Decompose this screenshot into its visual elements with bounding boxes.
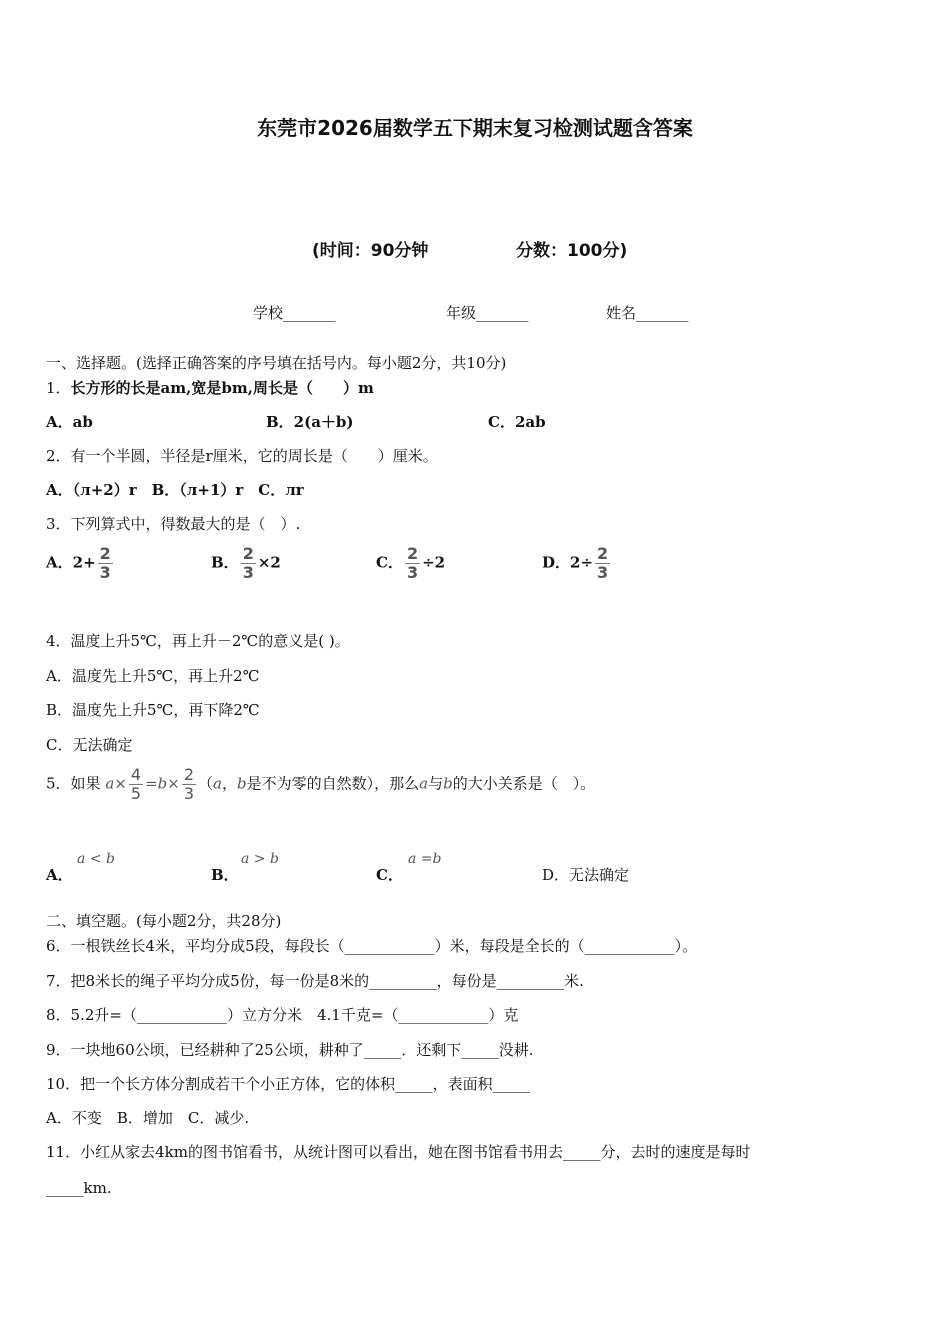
q5-lead: 如果	[70, 774, 101, 793]
exam-score: 分数：100分)	[516, 241, 628, 261]
fraction-denominator: 3	[183, 784, 195, 803]
fraction-numerator: 2	[597, 544, 609, 563]
q3-option-b	[211, 545, 281, 582]
fraction-two-thirds	[241, 545, 256, 582]
q5-option-d: D．无法确定	[542, 866, 630, 884]
q1-option-a: A．ab	[46, 413, 93, 431]
section-2-heading: 二、填空题。(每小题2分，共28分)	[46, 912, 282, 930]
q4-option-a: A．温度先上升5℃，再上升2℃	[46, 667, 260, 685]
q3-option-c	[376, 545, 445, 582]
paren-open: （	[198, 774, 214, 793]
question-10	[46, 1073, 530, 1094]
q1-option-b: B．2(a＋b)	[266, 413, 354, 431]
question-number: 3．	[46, 515, 71, 533]
fraction-numerator: 2	[242, 544, 254, 563]
question-number: 8．	[46, 1006, 71, 1024]
fraction-two-thirds	[595, 545, 610, 582]
var-b: b	[157, 774, 168, 793]
question-text: 一块地60公顷，已经耕种了25公顷，耕种了_____．还剩下_____没耕.	[70, 1041, 534, 1059]
fraction-two-thirds	[182, 766, 196, 803]
q5-option-a-label: A．	[46, 866, 73, 884]
var-b: b	[443, 774, 453, 793]
fraction-denominator: 5	[130, 784, 142, 803]
document-title: 东莞市2026届数学五下期末复习检测试题含答案	[257, 116, 693, 140]
question-text: 长方形的长是am,宽是bm,周长是（ ）m	[70, 379, 374, 397]
question-number: 1．	[46, 379, 71, 397]
option-label: D．	[542, 553, 571, 572]
section-1-heading: 一、选择题。(选择正确答案的序号填在括号内。每小题2分，共10分)	[46, 354, 507, 372]
fraction-numerator: 4	[130, 765, 142, 784]
fraction-denominator: 3	[597, 563, 609, 582]
q4-option-b: B．温度先上升5℃，再下降2℃	[46, 701, 260, 719]
q3-option-a	[46, 545, 115, 582]
fraction-denominator: 3	[242, 563, 254, 582]
question-number: 9．	[46, 1041, 71, 1059]
q5-option-b-label: B．	[211, 866, 239, 884]
question-text: 温度上升5℃，再上升－2℃的意义是( )。	[70, 632, 350, 650]
question-6	[46, 935, 697, 956]
question-number: 10．	[46, 1075, 81, 1093]
school-field: 学校_______	[253, 304, 336, 322]
comma: ，	[221, 774, 237, 793]
fraction-two-thirds	[405, 545, 420, 582]
fraction-denominator: 3	[406, 563, 419, 582]
q3-option-d	[542, 545, 612, 582]
exam-time: (时间：90分钟	[312, 241, 429, 261]
var-b: b	[237, 774, 247, 793]
conjunction: 与	[428, 774, 444, 793]
question-number: 4．	[46, 632, 71, 650]
var-a: a	[419, 774, 429, 793]
q5-option-c-expr: a =b	[408, 851, 442, 867]
name-field: 姓名_______	[606, 304, 689, 322]
q5-condition: 是不为零的自然数），那么	[246, 774, 420, 793]
option-suffix: ×2	[257, 553, 281, 572]
fraction-numerator: 2	[183, 765, 195, 784]
question-text: 下列算式中，得数最大的是（ ）.	[70, 515, 301, 533]
question-7	[46, 970, 584, 991]
question-number: 11．	[46, 1143, 81, 1161]
fraction-numerator: 2	[406, 544, 419, 563]
option-prefix: 2÷	[570, 553, 594, 572]
q4-option-c: C．无法确定	[46, 736, 133, 754]
times-sign: ×	[114, 774, 127, 793]
question-number: 6．	[46, 937, 71, 955]
option-label: A．	[46, 553, 73, 572]
fraction-four-fifths	[129, 766, 143, 803]
question-text: 把一个长方体分割成若干个小正方体，它的体积_____，表面积_____	[80, 1075, 531, 1093]
question-text: 有一个半圆，半径是r厘米，它的周长是（ ）厘米。	[70, 447, 438, 465]
question-number: 5．	[46, 774, 71, 793]
q1-option-c: C．2ab	[488, 413, 546, 431]
equals-sign: =	[145, 774, 158, 793]
q5-tail: 的大小关系是（ ）。	[452, 774, 596, 793]
option-label: B．	[211, 553, 239, 572]
option-label: C．	[376, 553, 403, 572]
option-prefix: 2+	[72, 553, 96, 572]
q5-option-b-expr: a > b	[241, 851, 279, 867]
option-suffix: ÷2	[422, 553, 446, 572]
question-text: 一根铁丝长4米，平均分成5段，每段长（____________）米，每段是全长的（____________）。	[70, 937, 698, 955]
question-2	[46, 445, 438, 466]
question-8	[46, 1004, 518, 1025]
question-number: 7．	[46, 972, 71, 990]
question-3	[46, 513, 300, 534]
question-9	[46, 1039, 534, 1060]
question-text: 把8米长的绳子平均分成5份，每一份是8米的_________，每份是_________米.	[70, 972, 584, 990]
q2-options: A．（л+2）r B．（л+1）r C．лr	[46, 481, 304, 499]
var-a: a	[105, 774, 115, 793]
q10-options: A．不变 B．增加 C．减少.	[46, 1109, 250, 1127]
question-5	[46, 766, 595, 803]
var-a: a	[213, 774, 222, 793]
fraction-numerator: 2	[99, 544, 111, 563]
question-text: 5.2升=（____________）立方分米 4.1千克=（____________）克	[70, 1006, 519, 1024]
fraction-denominator: 3	[99, 563, 111, 582]
fraction-two-thirds	[98, 545, 113, 582]
question-text: 小红从家去4km的图书馆看书，从统计图可以看出，她在图书馆看书用去_____分，去时的速度是每时	[80, 1143, 751, 1161]
question-number: 2．	[46, 447, 71, 465]
times-sign: ×	[167, 774, 180, 793]
question-1	[46, 377, 374, 398]
q5-option-a-expr: a < b	[77, 851, 115, 867]
question-4	[46, 630, 350, 651]
question-11	[46, 1141, 750, 1162]
q5-option-c-label: C．	[376, 866, 403, 884]
question-11-continued: _____km.	[46, 1179, 112, 1197]
grade-field: 年级_______	[446, 304, 529, 322]
